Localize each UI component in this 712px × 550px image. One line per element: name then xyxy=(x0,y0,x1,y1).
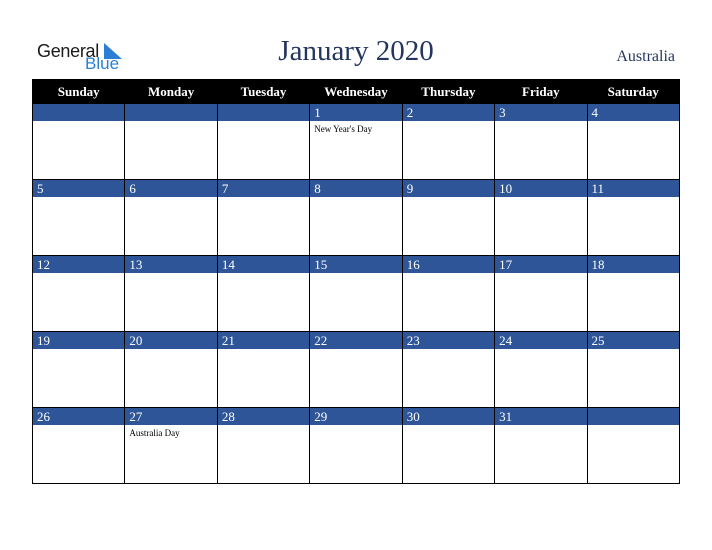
day-number: 20 xyxy=(125,332,216,349)
day-number: 3 xyxy=(495,104,586,121)
day-number xyxy=(125,104,216,121)
weekday-header: Friday xyxy=(495,80,587,104)
day-cell xyxy=(125,180,217,256)
week-row xyxy=(33,256,680,332)
day-number: 25 xyxy=(588,332,679,349)
day-number: 23 xyxy=(403,332,494,349)
day-cell xyxy=(33,104,125,180)
day-number: 16 xyxy=(403,256,494,273)
weekday-header: Monday xyxy=(125,80,217,104)
day-cell xyxy=(495,180,587,256)
week-row xyxy=(33,332,680,408)
day-number: 12 xyxy=(33,256,124,273)
day-cell xyxy=(310,408,402,484)
day-cell xyxy=(402,180,494,256)
weekday-header: Saturday xyxy=(587,80,679,104)
weekday-header: Tuesday xyxy=(217,80,309,104)
day-cell xyxy=(33,408,125,484)
day-number: 14 xyxy=(218,256,309,273)
day-cell xyxy=(125,104,217,180)
day-cell xyxy=(587,332,679,408)
day-cell xyxy=(125,256,217,332)
day-number: 24 xyxy=(495,332,586,349)
day-number: 6 xyxy=(125,180,216,197)
day-cell xyxy=(217,256,309,332)
day-cell xyxy=(217,332,309,408)
day-number xyxy=(588,408,679,425)
logo-blue-text: Blue xyxy=(85,54,120,73)
day-number: 4 xyxy=(588,104,679,121)
day-cell xyxy=(217,104,309,180)
day-number: 22 xyxy=(310,332,401,349)
day-number: 1 xyxy=(310,104,401,121)
weekday-header: Wednesday xyxy=(310,80,402,104)
weekday-header-row xyxy=(33,80,680,104)
day-number: 10 xyxy=(495,180,586,197)
day-cell xyxy=(402,256,494,332)
day-number: 17 xyxy=(495,256,586,273)
day-cell xyxy=(495,104,587,180)
day-cell xyxy=(587,408,679,484)
day-cell xyxy=(33,332,125,408)
day-number: 28 xyxy=(218,408,309,425)
day-number: 18 xyxy=(588,256,679,273)
day-cell xyxy=(495,332,587,408)
day-number: 5 xyxy=(33,180,124,197)
weekday-header: Thursday xyxy=(402,80,494,104)
logo-general-text: General xyxy=(37,41,99,61)
day-number xyxy=(218,104,309,121)
day-number: 21 xyxy=(218,332,309,349)
day-number: 27 xyxy=(125,408,216,425)
day-number: 19 xyxy=(33,332,124,349)
day-cell xyxy=(495,256,587,332)
day-number: 7 xyxy=(218,180,309,197)
day-number: 31 xyxy=(495,408,586,425)
day-cell xyxy=(402,332,494,408)
day-cell xyxy=(125,408,217,484)
calendar-grid xyxy=(32,79,680,484)
day-number: 29 xyxy=(310,408,401,425)
day-number: 11 xyxy=(588,180,679,197)
week-row xyxy=(33,408,680,484)
page-title: January 2020 xyxy=(278,35,434,67)
day-number: 13 xyxy=(125,256,216,273)
day-cell xyxy=(310,332,402,408)
day-cell xyxy=(587,256,679,332)
day-cell xyxy=(587,180,679,256)
week-row xyxy=(33,180,680,256)
week-row xyxy=(33,104,680,180)
holiday-label: Australia Day xyxy=(129,428,180,438)
day-cell xyxy=(33,180,125,256)
day-cell xyxy=(217,180,309,256)
day-cell xyxy=(402,408,494,484)
day-number: 15 xyxy=(310,256,401,273)
day-number: 26 xyxy=(33,408,124,425)
day-cell xyxy=(33,256,125,332)
day-number: 2 xyxy=(403,104,494,121)
day-cell xyxy=(125,332,217,408)
day-number: 8 xyxy=(310,180,401,197)
day-number xyxy=(33,104,124,121)
day-cell xyxy=(310,104,402,180)
day-number: 30 xyxy=(403,408,494,425)
day-cell xyxy=(402,104,494,180)
weekday-header: Sunday xyxy=(33,80,125,104)
day-cell xyxy=(217,408,309,484)
country-label: Australia xyxy=(616,48,675,65)
day-cell xyxy=(310,180,402,256)
day-number: 9 xyxy=(403,180,494,197)
day-cell xyxy=(310,256,402,332)
day-cell xyxy=(587,104,679,180)
day-cell xyxy=(495,408,587,484)
holiday-label: New Year's Day xyxy=(314,124,373,134)
